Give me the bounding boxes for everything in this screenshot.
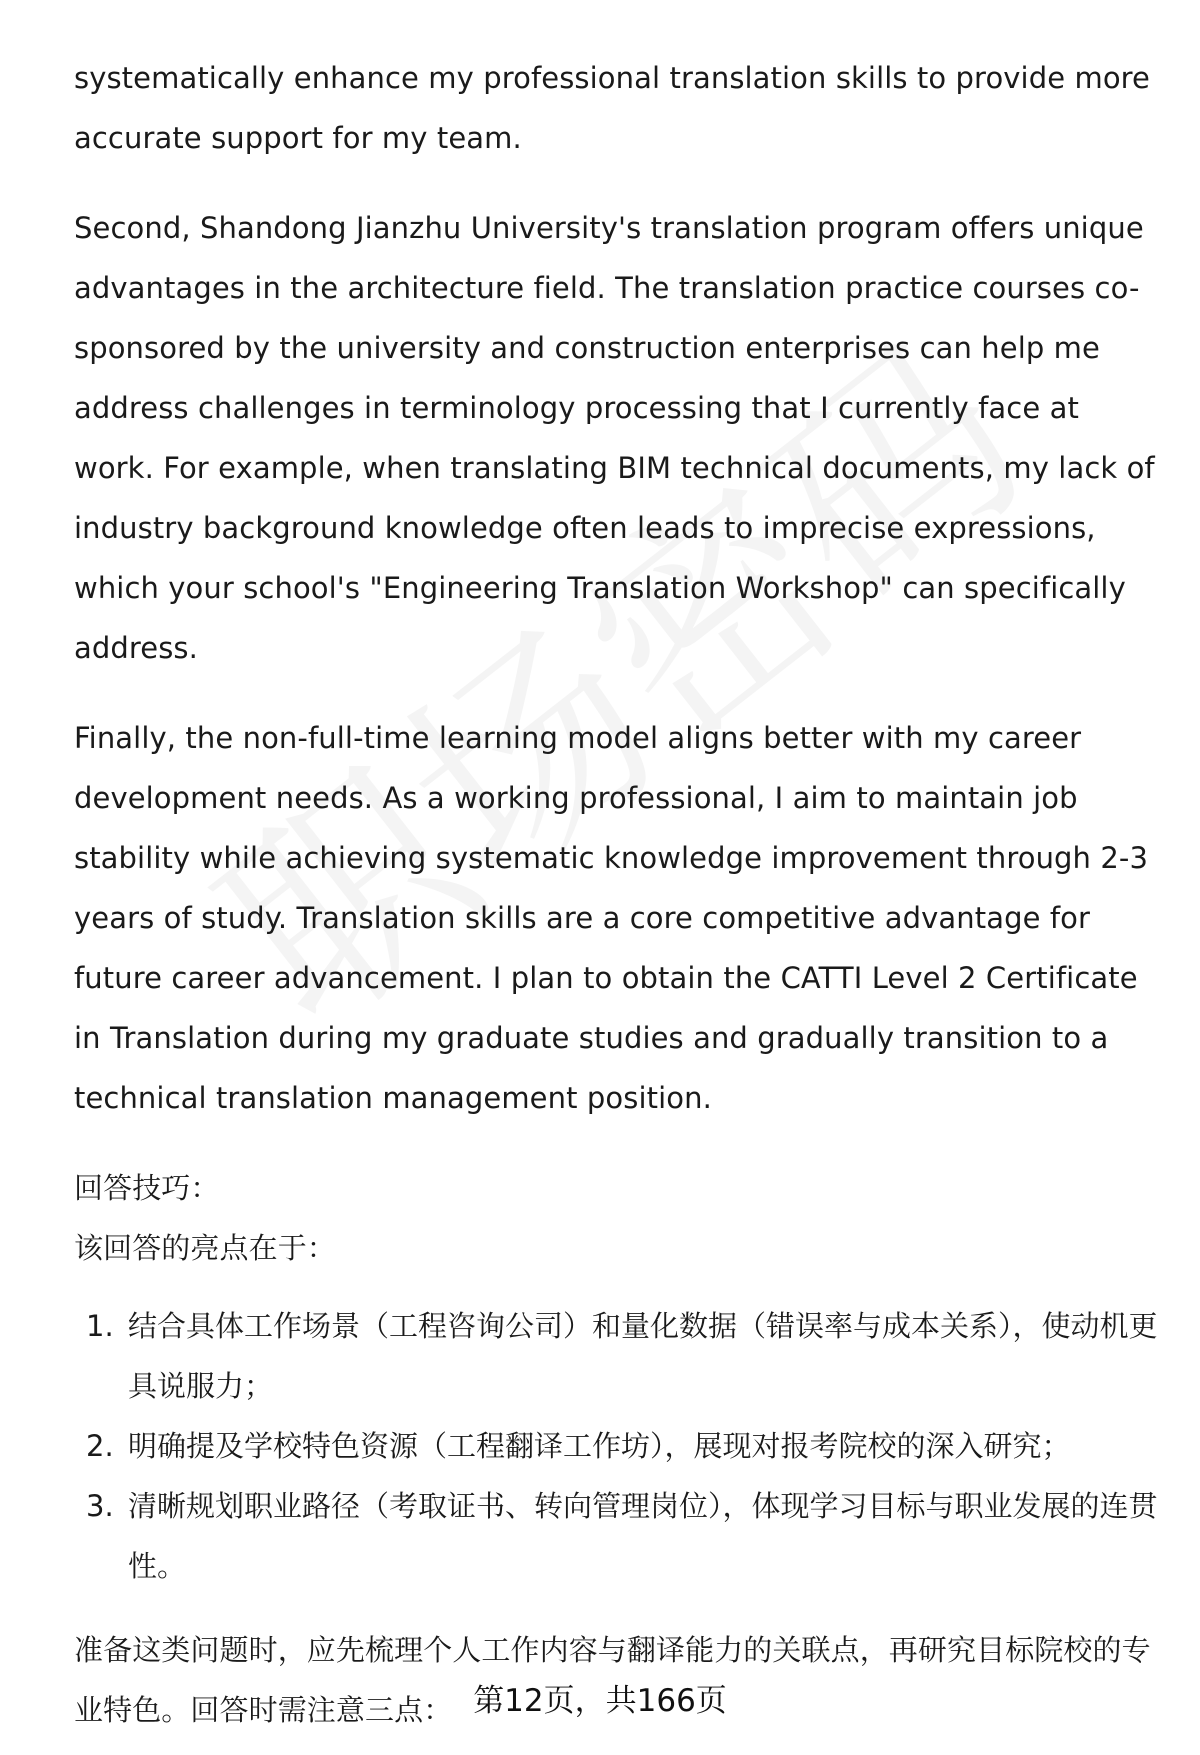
- list-item-text: 清晰规划职业路径（考取证书、转向管理岗位），体现学习目标与职业发展的连贯性。: [128, 1489, 1158, 1583]
- list-number: 3.: [86, 1489, 114, 1523]
- closing-paragraph: 准备这类问题时，应先梳理个人工作内容与翻译能力的关联点，再研究目标院校的专业特色。回答时需注意三点：: [74, 1633, 1151, 1727]
- list-item: [74, 1296, 1159, 1416]
- list-item-text: 明确提及学校特色资源（工程翻译工作坊），展现对报考院校的深入研究；: [128, 1429, 1071, 1463]
- list-item: [74, 1476, 1159, 1596]
- tips-subheading: 该回答的亮点在于：: [74, 1231, 336, 1265]
- page-number: 第12页，共166页: [473, 1683, 727, 1719]
- list-item-text: 结合具体工作场景（工程咨询公司）和量化数据（错误率与成本关系），使动机更具说服力；: [128, 1309, 1158, 1403]
- list-number: 2.: [86, 1429, 114, 1463]
- list-item: [74, 1416, 1159, 1476]
- paragraph-1: systematically enhance my professional translation skills to provide more accurate support for my team.: [74, 61, 1150, 155]
- list-number: 1.: [86, 1309, 114, 1343]
- paragraph-2: Second, Shandong Jianzhu University's translation program offers unique advantages in the architecture field. The translation practice courses co-sponsored by the university and construction enterprises can help me address challenges in terminology processing that I currently face at work. For example, when translating BIM technical documents, my lack of industry background knowledge often leads to imprecise expressions, which your school's "Engineering Translation Workshop" can specifically address.: [74, 211, 1155, 665]
- tips-list: [74, 1296, 1159, 1596]
- tips-heading: 回答技巧：: [74, 1171, 220, 1205]
- document-body: [74, 48, 1159, 1740]
- paragraph-3: Finally, the non-full-time learning model aligns better with my career development needs. As a working professional, I aim to maintain job stability while achieving systematic knowledge improvement through 2-3 years of study. Translation skills are a core competitive advantage for future career advancement. I plan to obtain the CATTI Level 2 Certificate in Translation during my graduate studies and gradually transition to a technical translation management position.: [74, 721, 1149, 1115]
